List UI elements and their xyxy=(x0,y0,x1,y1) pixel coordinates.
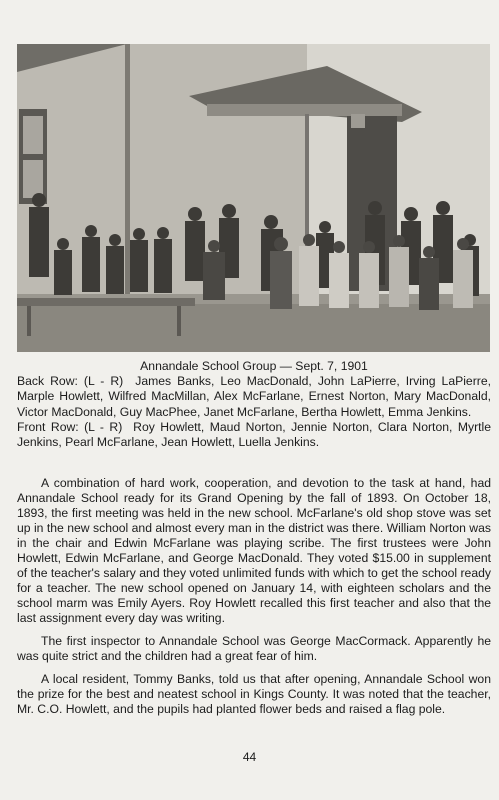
page-number: 44 xyxy=(242,750,257,764)
body-paragraph: The first inspector to Annandale School was George MacCormack. Apparently he was quite strict and the children had a great fear of him. xyxy=(17,634,491,663)
school-photo-illustration xyxy=(17,44,490,352)
caption-title: Annandale School Group — Sept. 7, 1901 xyxy=(140,359,368,373)
photo-caption xyxy=(17,359,491,450)
body-paragraph: A local resident, Tommy Banks, told us that after opening, Annandale School won the prize for the best and neatest school in Kings County. It was noted that the teacher, Mr. C.O. Howlett, and the pupils had planted flower beds and raised a flag pole. xyxy=(17,672,491,716)
caption-back-row: Back Row: (L - R) James Banks, Leo MacDonald, John LaPierre, Irving LaPierre, Marple Howlett, Wilfred MacMillan, Alex McFarlane, Ernest Norton, Mary MacDonald, Victor MacDonald, Guy MacPhee, Janet McFarlane, Bertha Howlett, Emma Jenkins. xyxy=(17,374,491,419)
caption-front-row: Front Row: (L - R) Roy Howlett, Maud Norton, Jennie Norton, Clara Norton, Myrtle Jenkins, Pearl McFarlane, Jean Howlett, Luella Jenkins. xyxy=(17,419,491,450)
school-group-photo xyxy=(17,44,490,352)
article-body xyxy=(17,476,491,725)
body-paragraph: A combination of hard work, cooperation, and devotion to the task at hand, had Annandale School ready for its Grand Opening by the fall of 1893. On October 18, 1893, the first meeting was held in the new school. McFarlane's old shop stove was set up in the new school and almost every man in the district was there. William Norton was in the chair and Edwin McFarlane was playing scribe. The first trustees were John Howlett, Edwin McFarlane, and George MacDonald. They voted $15.00 in supplement of the teacher's salary and they voted unlimited funds with which to get the school ready for a teacher. The new school opened on January 14, with eighteen scholars and the school marm was Emily Ayers. Roy Howlett recalled this first teacher and also that the last assignment every day was writing. xyxy=(17,476,491,625)
